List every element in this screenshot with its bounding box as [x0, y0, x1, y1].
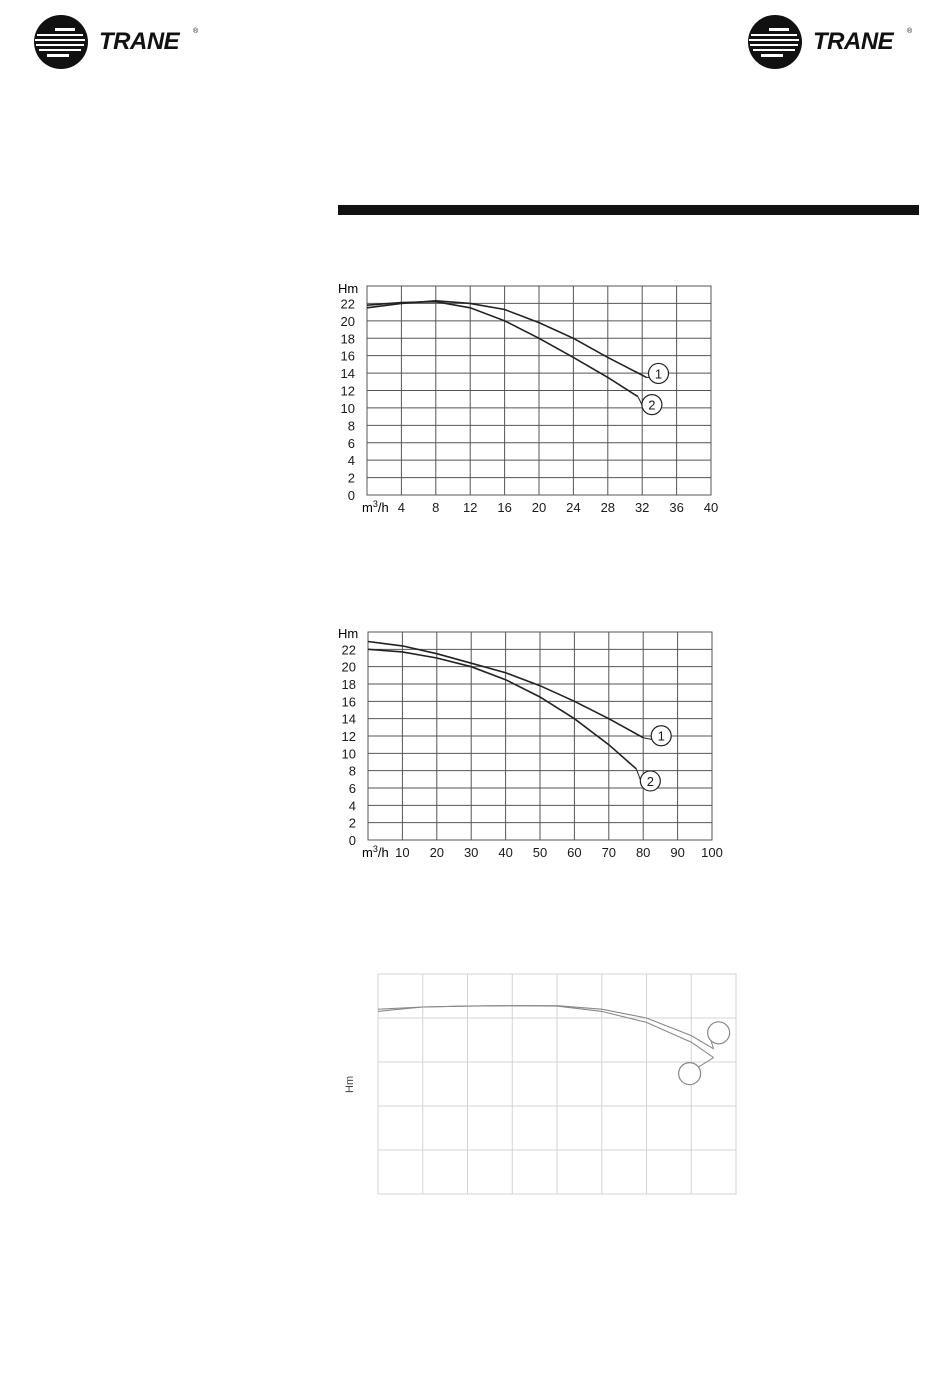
series-line-2: [368, 649, 636, 769]
y-tick-label: 0: [347, 488, 355, 503]
y-tick-label: 14: [340, 366, 355, 382]
y-tick-labels: [342, 642, 356, 848]
x-tick-label: 30: [463, 845, 479, 860]
y-tick-label: 10: [341, 746, 356, 762]
trane-logo-left: [33, 14, 203, 70]
y-tick-label: 14: [341, 711, 356, 727]
x-tick-label: 36: [669, 500, 684, 515]
x-tick-label: 12: [462, 500, 478, 515]
pump-curve-chart-2: [330, 625, 740, 875]
series-marker-1: [708, 1022, 730, 1049]
y-tick-label: 18: [340, 331, 355, 347]
x-tick-label: 28: [600, 500, 616, 515]
series-name-label: 2: [646, 773, 654, 789]
y-tick-label: 8: [347, 418, 355, 434]
series-line-1: [378, 1006, 714, 1049]
y-tick-label: 20: [340, 313, 355, 329]
header-rule: [338, 205, 919, 215]
pump-curve-chart-1: [330, 280, 730, 530]
y-tick-label: 6: [347, 435, 355, 451]
trane-emblem-icon: [33, 14, 89, 70]
y-tick-label: 4: [348, 798, 356, 814]
y-tick-labels: [341, 296, 355, 503]
y-tick-label: 16: [340, 348, 355, 364]
x-axis-label: $m^3/h$: [362, 844, 389, 860]
y-axis-label: Hm: [338, 626, 359, 641]
x-tick-label: 32: [634, 500, 650, 515]
chart-1-svg: [330, 280, 730, 525]
brand-name: TRANE: [813, 28, 894, 55]
series-line-2: [378, 1006, 714, 1058]
x-tick-label: 8: [432, 500, 440, 515]
trane-logo-right: [747, 14, 917, 70]
x-tick-label: 60: [567, 845, 582, 860]
y-axis-label: Hm: [344, 1075, 356, 1093]
x-tick-label: 50: [532, 845, 548, 860]
y-tick-label: 16: [341, 694, 356, 710]
y-tick-label: 8: [348, 763, 356, 779]
y-tick-label: 0: [348, 833, 356, 848]
chart-2-svg: [330, 625, 740, 870]
chart-series: [368, 642, 671, 791]
y-tick-label: 2: [347, 470, 355, 486]
x-tick-label: 16: [497, 500, 512, 515]
registered-mark: ®: [907, 28, 913, 35]
pump-curve-chart-3: [335, 965, 755, 1210]
chart-series: [367, 301, 669, 415]
x-tick-labels: [398, 500, 718, 515]
y-tick-label: 6: [348, 781, 356, 796]
y-tick-label: 2: [348, 815, 356, 831]
x-tick-label: 20: [531, 500, 547, 515]
series-name-label: 1: [654, 366, 663, 382]
y-axis-label: Hm: [338, 281, 359, 296]
y-tick-label: 22: [340, 296, 355, 312]
y-tick-label: 12: [341, 729, 356, 744]
x-tick-label: 40: [703, 500, 719, 515]
y-tick-label: 18: [341, 677, 356, 692]
series-marker-2: [638, 395, 662, 415]
y-tick-label: 12: [340, 383, 355, 399]
registered-mark: ®: [193, 28, 199, 35]
x-tick-label: 100: [701, 845, 723, 860]
x-axis-label: $m^3/h$: [362, 499, 389, 515]
chart-grid: [367, 286, 711, 495]
x-tick-label: 10: [395, 845, 410, 860]
x-tick-labels: [395, 845, 723, 860]
chart-3-svg: [335, 965, 755, 1205]
brand-name: TRANE: [99, 28, 180, 55]
series-line-1: [367, 301, 647, 378]
y-tick-label: 20: [341, 659, 356, 675]
trane-emblem-icon: [747, 14, 803, 70]
x-tick-label: 90: [670, 845, 685, 860]
x-tick-label: 4: [397, 500, 406, 515]
y-tick-label: 22: [341, 642, 356, 658]
x-tick-label: 80: [635, 845, 651, 860]
x-tick-label: 24: [566, 500, 581, 515]
y-tick-label: 10: [340, 400, 355, 416]
x-tick-label: 40: [498, 845, 513, 860]
series-name-label: 2: [648, 397, 656, 413]
x-tick-label: 70: [601, 845, 617, 860]
series-name-label: 1: [657, 728, 665, 744]
y-tick-label: 4: [347, 453, 355, 469]
series-line-2: [367, 302, 638, 397]
series-marker-1: [647, 363, 669, 383]
x-tick-label: 20: [429, 845, 445, 860]
